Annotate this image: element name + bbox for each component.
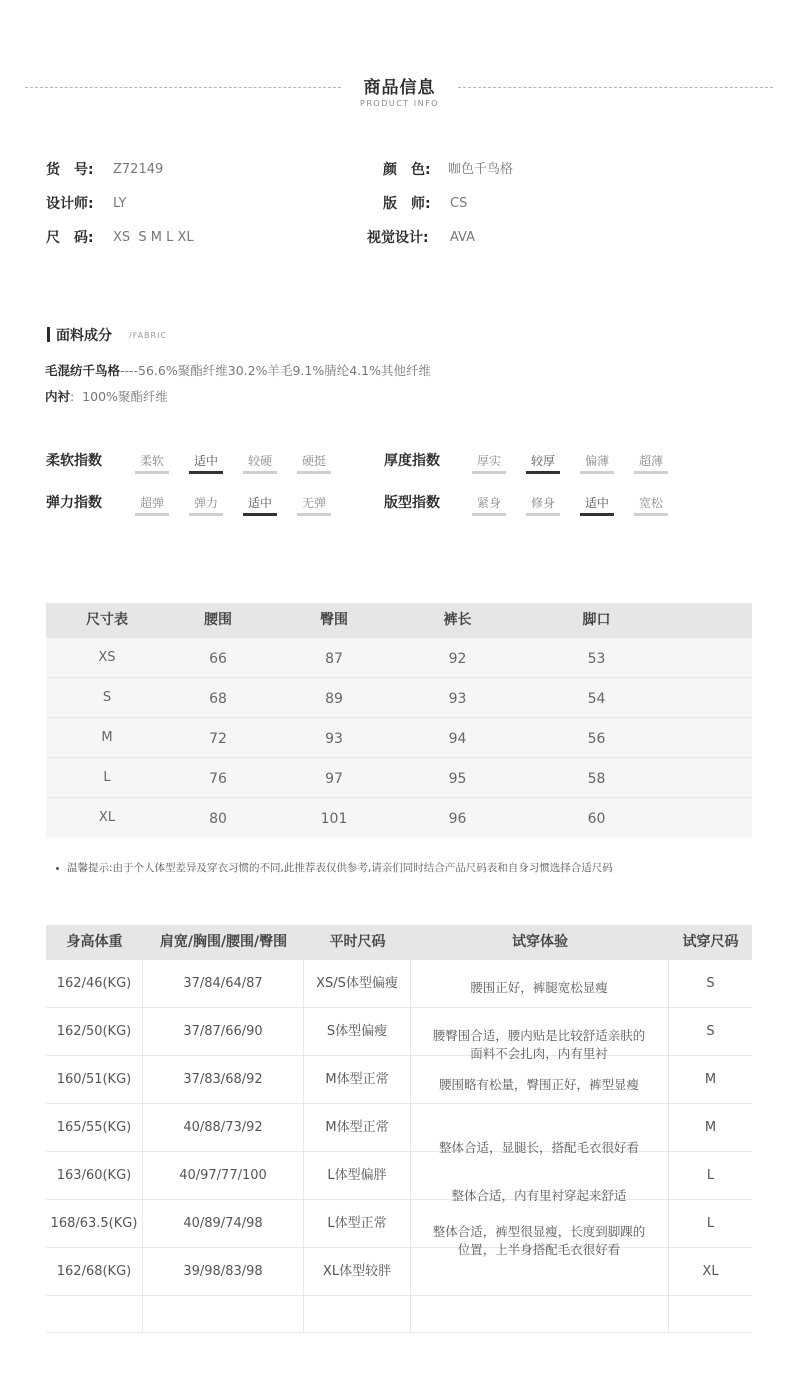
fabric-main-label: 毛混纺千鸟格 — [45, 363, 121, 378]
size-table-cell: XS — [98, 650, 116, 665]
fit-experience-note — [410, 1139, 668, 1157]
size-table-cell — [678, 758, 752, 797]
size-tip-text: 温馨提示:由于个人体型差异及穿衣习惯的不同,此推荐表仅供参考,请亲们同时结合产品尺码表和自身习惯选择合适尺码 — [67, 862, 613, 874]
fit-table-cell: L体型正常 — [304, 1200, 411, 1247]
size-table-cell: 87 — [325, 651, 343, 667]
size-table-cell — [678, 638, 752, 677]
field-value: XS S M L XL — [113, 230, 194, 245]
field-value: CS — [450, 196, 468, 211]
fit-table-cell: 162/46(KG) — [46, 960, 143, 1007]
size-table-cell: 94 — [448, 731, 467, 747]
fabric-main-value: ----56.6%聚酯纤维30.2%羊毛9.1%腈纶4.1%其他纤维 — [120, 363, 431, 378]
fit-table-cell: 163/60(KG) — [46, 1152, 143, 1199]
fit-table-cell: 162/50(KG) — [46, 1008, 143, 1055]
size-table-cell: 80 — [209, 811, 227, 827]
fit-table-cell: S — [706, 976, 715, 991]
fabric-main — [45, 361, 431, 381]
softness-option[interactable]: 较硬 — [243, 452, 277, 474]
fit-table-cell: L — [706, 1168, 715, 1183]
fit-table-cell: S — [706, 1024, 715, 1039]
softness-index-label: 柔软指数 — [46, 453, 102, 469]
size-table-header-cell: 尺寸表 — [86, 612, 128, 628]
size-table-cell: M — [101, 730, 113, 745]
fit-experience-note — [410, 1027, 668, 1063]
fabric-lining — [45, 387, 168, 407]
elasticity-index-label: 弹力指数 — [46, 495, 102, 511]
fit-table-cell: 40/97/77/100 — [143, 1152, 304, 1199]
fit-table-cell: 37/84/64/87 — [143, 960, 304, 1007]
fabric-title: 面料成分 — [56, 328, 112, 344]
fabric-title-bar — [47, 327, 50, 342]
fit-experience-note-line: 整体合适，内有里衬穿起来舒适 — [451, 1188, 627, 1203]
product-info-subtitle: PRODUCT INFO — [360, 99, 439, 108]
size-table-cell — [678, 718, 752, 757]
fit-table-cell: 162/68(KG) — [46, 1248, 143, 1295]
fit-table-cell: XL — [702, 1264, 719, 1279]
size-table-cell: 101 — [320, 811, 348, 827]
table-row — [46, 638, 752, 678]
table-row — [46, 678, 752, 718]
fit-table-header-cell: 肩宽/胸围/腰围/臀围 — [159, 934, 288, 950]
thickness-option[interactable]: 厚实 — [472, 452, 506, 474]
fit-table-cell — [411, 1296, 669, 1332]
fit-table-cell: M — [704, 1120, 717, 1135]
field-value: Z72149 — [113, 162, 164, 177]
fit-experience-note — [410, 1223, 668, 1259]
fit-table-cell: XL体型较胖 — [304, 1248, 411, 1295]
fit-table-cell: 40/89/74/98 — [143, 1200, 304, 1247]
fit-table-header-cell: 身高体重 — [66, 934, 123, 950]
size-table-cell: 60 — [587, 811, 606, 827]
size-table-cell: 54 — [587, 691, 606, 707]
fit-experience-note-line: 面料不会扎肉，内有里衬 — [470, 1046, 608, 1061]
product-info-title: 商品信息 — [363, 78, 436, 98]
fit-table-cell: 168/63.5(KG) — [46, 1200, 143, 1247]
softness-option[interactable]: 硬挺 — [297, 452, 331, 474]
field-label: 设计师: — [46, 196, 94, 212]
thickness-option[interactable]: 较厚 — [526, 452, 560, 474]
header-divider-right — [458, 87, 773, 88]
size-table-cell: 92 — [448, 651, 467, 667]
fit-table-cell — [143, 1296, 304, 1332]
fit-table-cell — [46, 1296, 143, 1332]
fit-table-cell: M体型正常 — [304, 1104, 411, 1151]
fit-experience-note — [410, 979, 668, 997]
fit-table-cell: 37/83/68/92 — [143, 1056, 304, 1103]
size-table-header-cell: 脚口 — [582, 612, 611, 628]
size-table-cell: L — [103, 770, 111, 785]
field-label: 尺 码: — [46, 230, 94, 246]
fit-table-cell: L — [706, 1216, 715, 1231]
fit-table-header-cell: 试穿尺码 — [682, 934, 739, 950]
fit-index-label: 版型指数 — [384, 495, 440, 511]
fit-experience-note-line: 位置，上半身搭配毛衣很好看 — [457, 1242, 621, 1257]
size-table-header-cell — [678, 603, 752, 638]
field-value: AVA — [450, 230, 476, 245]
fit-table-cell: 39/98/83/98 — [143, 1248, 304, 1295]
size-table-header-cell: 臀围 — [320, 612, 348, 628]
fit-experience-note-line: 整体合适，裤型很显瘦，长度到脚踝的 — [432, 1224, 646, 1239]
fit-option[interactable]: 紧身 — [472, 494, 506, 516]
size-table-cell: XL — [98, 810, 116, 825]
bullet-icon — [56, 867, 59, 870]
size-table-cell: 66 — [209, 651, 227, 667]
elasticity-option[interactable]: 适中 — [243, 494, 277, 516]
fit-option[interactable]: 宽松 — [634, 494, 668, 516]
field-label: 货 号: — [46, 162, 94, 178]
fabric-lining-value: : 100%聚酯纤维 — [70, 389, 168, 404]
size-table-cell: 96 — [448, 811, 467, 827]
size-tip — [56, 860, 613, 875]
fit-table-header-cell: 试穿体验 — [512, 934, 568, 950]
size-table-cell: 76 — [209, 771, 227, 787]
fit-table-cell: L体型偏胖 — [304, 1152, 411, 1199]
fit-table-cell — [669, 1296, 752, 1332]
fit-table-cell — [304, 1296, 411, 1332]
size-table-cell — [678, 678, 752, 717]
field-label: 视觉设计: — [367, 230, 429, 246]
size-table-cell — [678, 798, 752, 838]
fit-table-cell: 160/51(KG) — [46, 1056, 143, 1103]
header-divider-left — [25, 87, 341, 88]
size-table-cell: 95 — [448, 771, 467, 787]
table-row — [46, 718, 752, 758]
fit-table-cell: 165/55(KG) — [46, 1104, 143, 1151]
fit-table-cell: XS/S体型偏瘦 — [304, 960, 411, 1007]
fit-experience-note-line: 腰围略有松量，臀围正好，裤型显瘦 — [438, 1077, 639, 1092]
size-table-cell: 93 — [325, 731, 343, 747]
size-table-header — [46, 603, 752, 638]
size-table-cell: S — [102, 690, 112, 705]
size-table — [46, 603, 752, 838]
field-value: LY — [113, 196, 127, 211]
fit-table-cell: M体型正常 — [304, 1056, 411, 1103]
size-table-header-cell: 腰围 — [204, 612, 232, 628]
fit-experience-note — [410, 1187, 668, 1205]
fabric-lining-label: 内衬 — [45, 389, 71, 404]
softness-option[interactable]: 适中 — [189, 452, 223, 474]
thickness-option[interactable]: 偏薄 — [580, 452, 614, 474]
elasticity-option[interactable]: 弹力 — [189, 494, 223, 516]
softness-option[interactable]: 柔软 — [135, 452, 169, 474]
size-table-cell: 72 — [209, 731, 227, 747]
field-value: 咖色千鸟格 — [448, 162, 514, 177]
fit-experience-note — [410, 1076, 668, 1094]
size-table-cell: 89 — [325, 691, 343, 707]
size-table-body — [46, 638, 752, 838]
size-table-cell: 97 — [325, 771, 343, 787]
elasticity-option[interactable]: 超弹 — [135, 494, 169, 516]
fit-experience-note-line: 整体合适，显腿长，搭配毛衣很好看 — [438, 1140, 639, 1155]
size-table-cell: 58 — [587, 771, 606, 787]
fit-table-cell: 40/88/73/92 — [143, 1104, 304, 1151]
fit-option[interactable]: 适中 — [580, 494, 614, 516]
fit-option[interactable]: 修身 — [526, 494, 560, 516]
fit-table-cell: M — [704, 1072, 717, 1087]
fabric-subtitle: /FABRIC — [129, 331, 168, 340]
fit-table-header-cell: 平时尺码 — [329, 934, 386, 950]
fit-experience-note-line: 腰臀围合适，腰内贴是比较舒适亲肤的 — [432, 1028, 646, 1043]
fit-table-cell: S体型偏瘦 — [304, 1008, 411, 1055]
elasticity-option[interactable]: 无弹 — [297, 494, 331, 516]
fit-experience-note-line: 腰围正好，裤腿宽松显瘦 — [470, 980, 608, 995]
table-row-empty — [46, 1296, 752, 1333]
fit-table-cell: 37/87/66/90 — [143, 1008, 304, 1055]
field-label: 版 师: — [383, 196, 431, 212]
size-table-cell: 56 — [587, 731, 606, 747]
size-table-cell: 93 — [448, 691, 467, 707]
fit-table-header — [46, 925, 752, 960]
field-label: 颜 色: — [383, 162, 431, 178]
table-row — [46, 798, 752, 838]
size-table-cell: 68 — [209, 691, 227, 707]
thickness-index-label: 厚度指数 — [384, 453, 440, 469]
thickness-option[interactable]: 超薄 — [634, 452, 668, 474]
size-table-cell: 53 — [587, 651, 606, 667]
size-table-header-cell: 裤长 — [443, 612, 472, 628]
table-row — [46, 758, 752, 798]
